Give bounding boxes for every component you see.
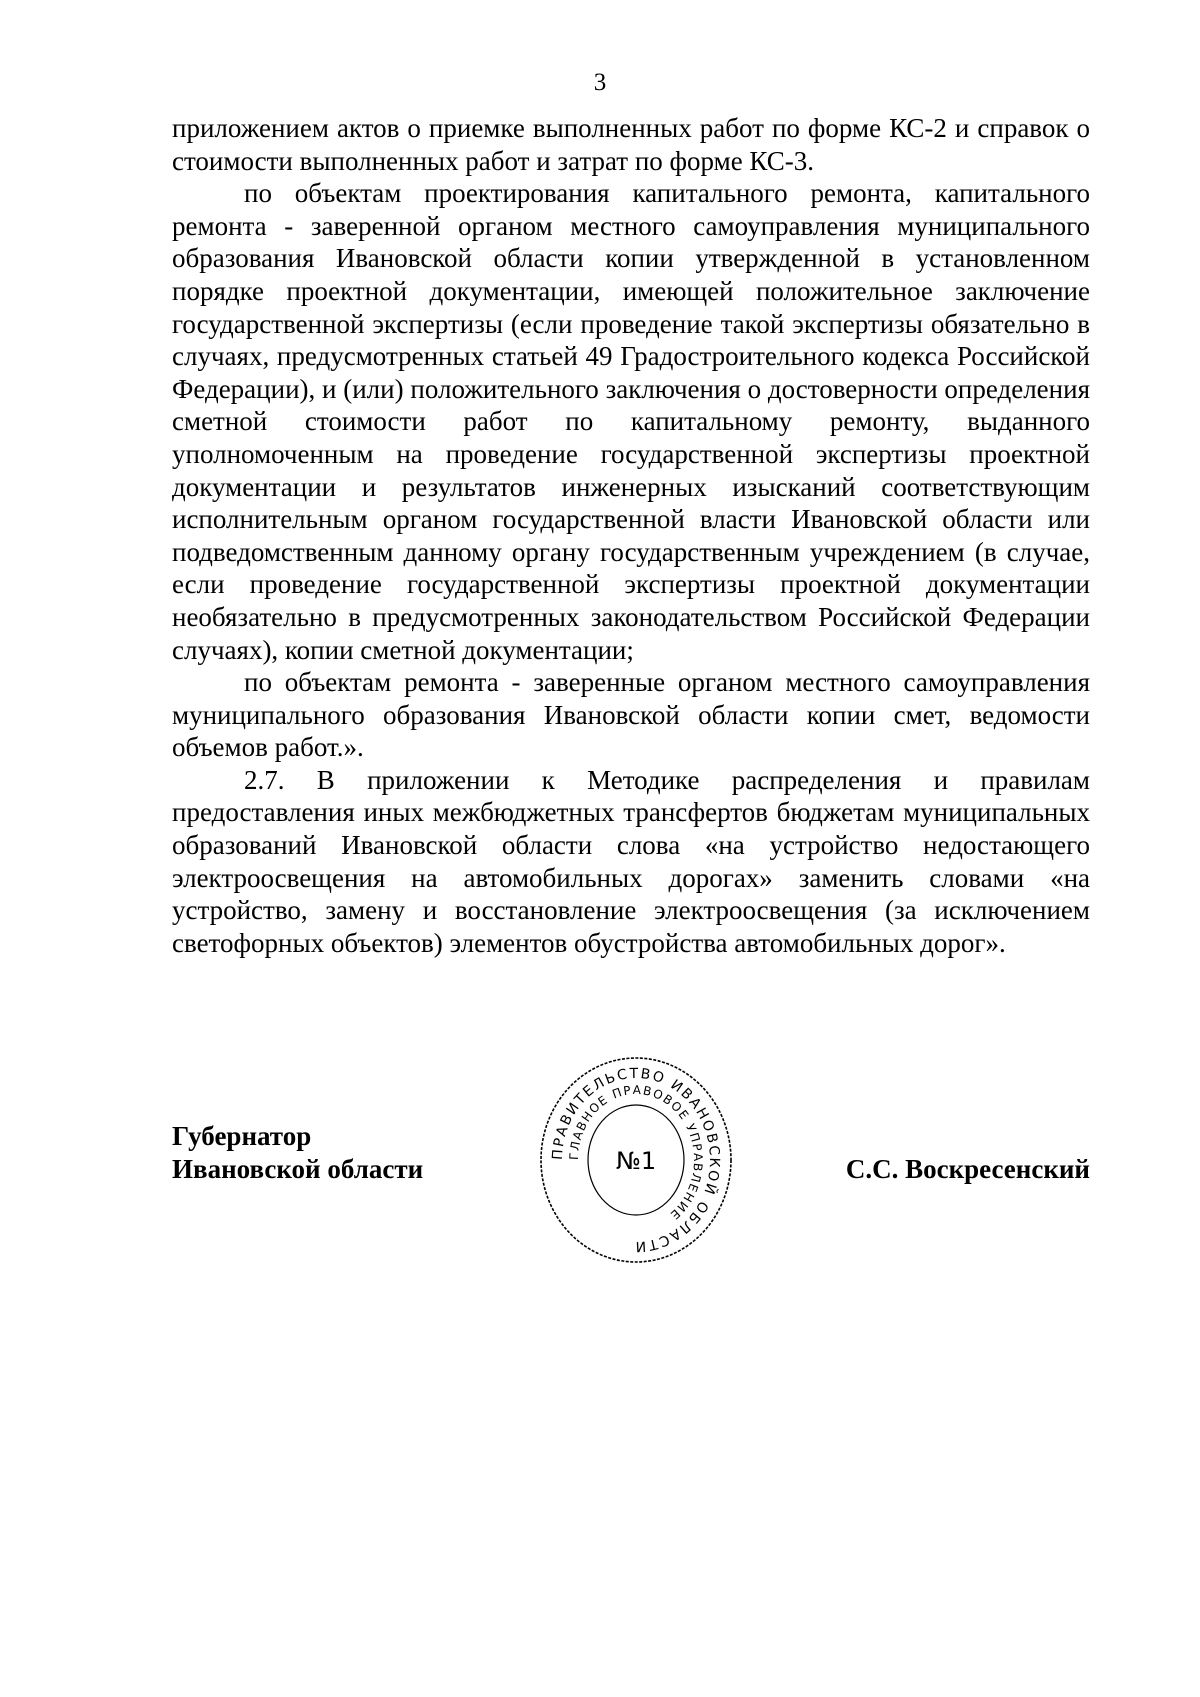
official-seal bbox=[536, 1055, 736, 1265]
signer-title-line-2: Ивановской области bbox=[172, 1153, 424, 1184]
signer-title-line-1: Губернатор bbox=[172, 1121, 312, 1151]
seal-outer-text: ПРАВИТЕЛЬСТВО ИВАНОВСКОЙ ОБЛАСТИ bbox=[549, 1065, 723, 1255]
signer-name: С.С. Воскресенский bbox=[845, 1153, 1090, 1184]
page-number: 3 bbox=[593, 69, 607, 96]
paragraph-3: по объектам ремонта - заверенные органом местного самоуправления муниципального образования Ивановской области копии смет, ведомости объемов работ.». bbox=[172, 667, 1090, 763]
paragraph-2: по объектам проектирования капитального ремонта, капитального ремонта - заверенной органом местного самоуправления муниципального образования Ивановской области копии утвержденной в установленном порядке проектной документации, имеющей положительное заключение государственной экспертизы (если проведение такой экспертизы обязательно в случаях, предусмотренных статьей 49 Градостроительного кодекса Российской Федерации), и (или) положительного заключения о достоверности определения сметной стоимости работ по капитальному ремонту, выданного уполномоченным на проведение государственной экспертизы проектной документации и результатов инженерных изысканий соответствующим исполнительным органом государственной власти Ивановской области или подведомственным данному органу государственным учреждением (в случае, если проведение государственной экспертизы проектной документации необязательно в предусмотренных законодательством Российской Федерации случаях), копии сметной документации; bbox=[172, 178, 1090, 665]
paragraph-1: приложением актов о приемке выполненных работ по форме КС-2 и справок о стоимости выполненных работ и затрат по форме КС-3. bbox=[172, 113, 1090, 176]
paragraph-4: 2.7. В приложении к Методике распределения и правилам предоставления иных межбюджетных трансфертов бюджетам муниципальных образований Ивановской области слова «на устройство недостающего электроосвещения на автомобильных дорогах» заменить словами «на устройство, замену и восстановление электроосвещения (за исключением светофорных объектов) элементов обустройства автомобильных дорог». bbox=[172, 764, 1090, 958]
document-body bbox=[172, 112, 1090, 959]
seal-number: №1 bbox=[615, 1147, 657, 1175]
seal-inner-text: ГЛАВНОЕ ПРАВОВОЕ УПРАВЛЕНИЕ bbox=[566, 1082, 706, 1223]
signer-title bbox=[172, 1120, 423, 1185]
